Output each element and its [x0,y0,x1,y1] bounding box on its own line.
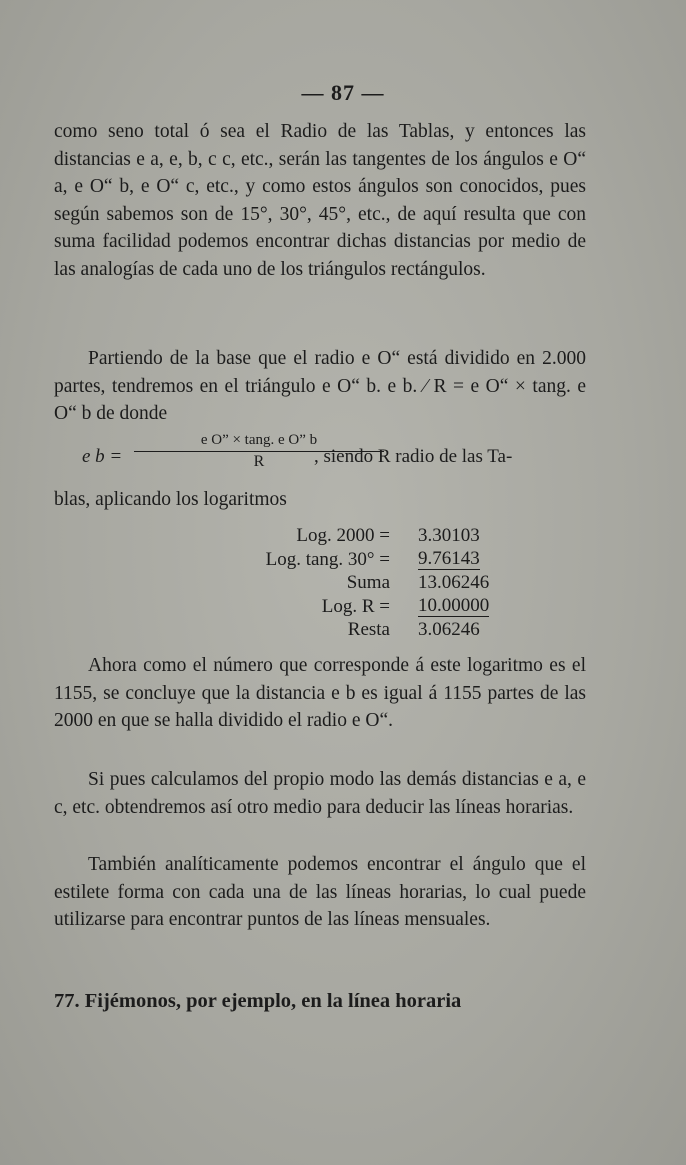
page-number: — 87 — [301,80,385,105]
formula-numerator: e O” × tang. e O” b [134,432,384,452]
log-value: 3.06246 [418,619,480,640]
paragraph-3: blas, aplicando los logaritmos [54,489,287,510]
log-label: Log. tang. 30° = [265,548,390,570]
log-row [200,548,500,572]
paragraph-4: Ahora como el número que corresponde á este logaritmo es el 1155, se concluye que la distancia e b es igual á 1155 partes de las 2000 en que se halla dividido el radio e O“. [54,655,586,732]
paragraph-2: Partiendo de la base que el radio e O“ está dividido en 2.000 partes, tendremos en el triángulo e O“ b. e b. ⁄ R = e O“ × tang. e O“ b de donde [54,348,586,425]
logarithm-table [200,524,500,642]
log-label: Resta [347,619,390,640]
log-row [200,571,500,595]
log-label: Suma [346,572,390,593]
log-label: Log. R = [321,595,390,617]
log-row [200,618,500,642]
log-row [200,595,500,619]
formula-denominator: R [253,453,265,470]
log-value: 3.30103 [418,525,480,546]
log-row [200,524,500,548]
log-value: 9.76143 [418,547,480,569]
paragraph-6: También analíticamente podemos encontrar el ángulo que el estilete forma con cada una de las líneas horarias, lo cual puede utilizarse para encontrar puntos de las líneas mensuales. [54,854,586,931]
log-value: 10.00000 [418,594,490,616]
paragraph-1: como seno total ó sea el Radio de las Tablas, y entonces las distancias e a, e, b, c c, etc., serán las tangentes de los ángulos e O“ a, e O“ b, e O“ c, etc., y como estos ángulos son conocidos, pues según sabemos son de 15°, 30°, 45°, etc., de aquí resulta que con suma facilidad podemos encontrar dichas distancias por medio de las analogías de cada uno de los triángulos rectángulos. [54,121,586,280]
log-label: Log. 2000 = [296,525,390,546]
formula-eb [82,432,586,482]
log-value: 13.06246 [418,572,490,593]
paragraph-7-section-77: 77. Fijémonos, por ejemplo, en la línea horaria [54,990,462,1012]
paragraph-5: Si pues calculamos del propio modo las demás distancias e a, e c, etc. obtendremos así otro medio para deducir las líneas horarias. [54,769,586,818]
formula-lhs: e b = [82,446,123,467]
formula-tail: , siendo R radio de las Ta- [314,446,513,467]
